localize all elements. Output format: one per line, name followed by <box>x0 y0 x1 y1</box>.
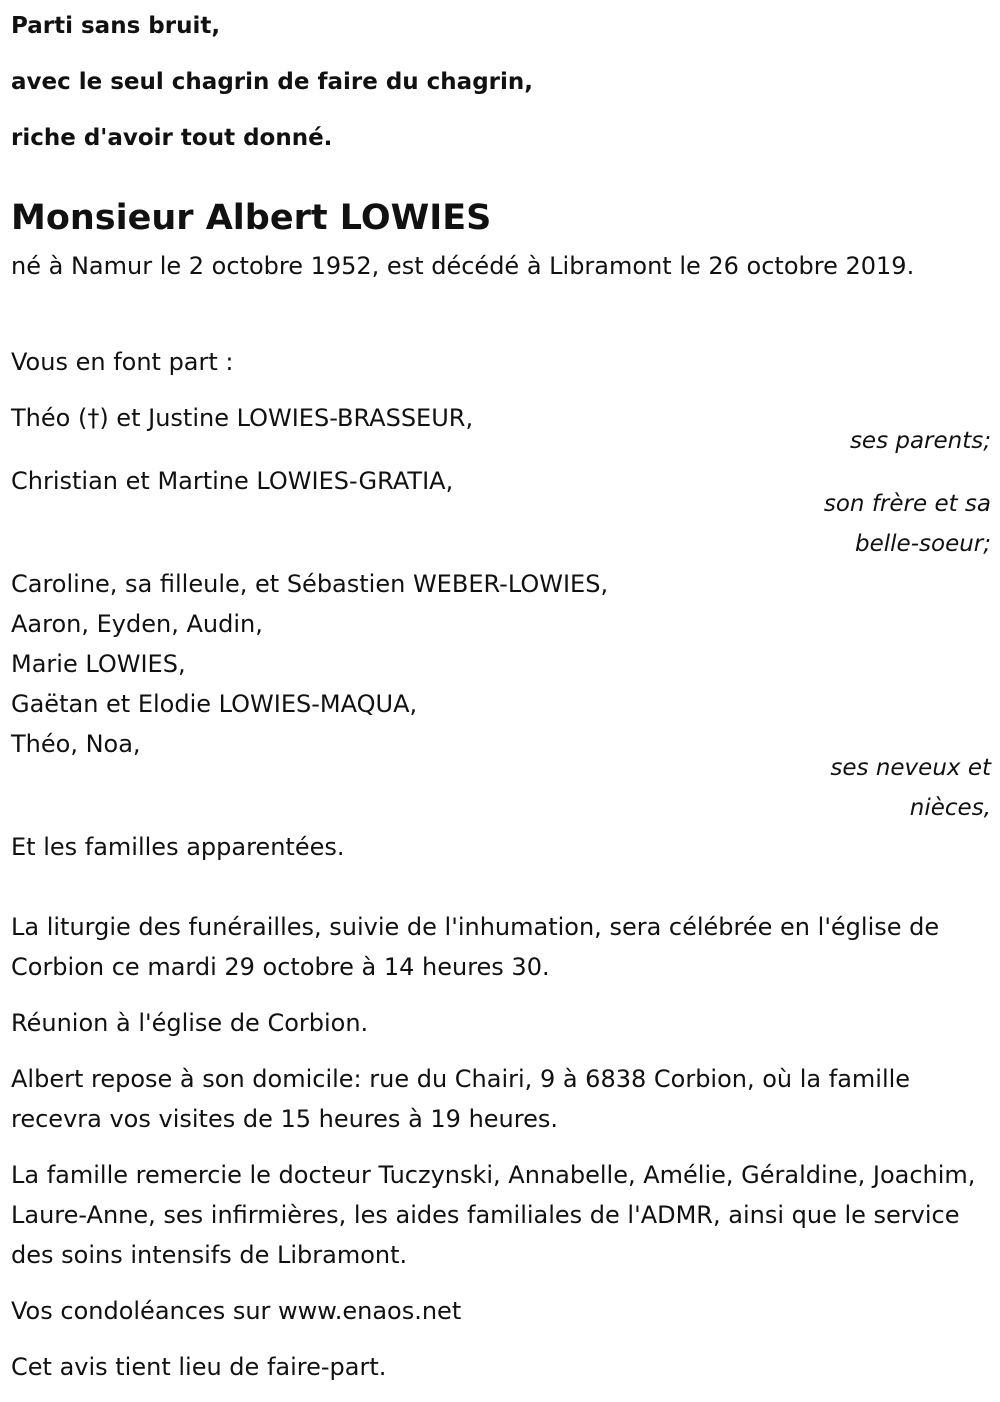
parents-relation: ses parents; <box>849 428 991 454</box>
nephew-line-3: Marie LOWIES, <box>11 650 186 678</box>
nephew-line-5: Théo, Noa, <box>11 730 141 758</box>
poem-line-3: riche d'avoir tout donné. <box>11 125 333 151</box>
nephew-line-1: Caroline, sa filleule, et Sébastien WEBER-LOWIES, <box>11 570 609 598</box>
parents-names: Théo (†) et Justine LOWIES-BRASSEUR, <box>11 404 474 432</box>
extended-family: Et les familles apparentées. <box>11 833 345 861</box>
sibling-relation-line2: belle-soeur; <box>855 531 991 557</box>
repose-info: Albert repose à son domicile: rue du Chairi, 9 à 6838 Corbion, où la famille recevra vos visites de 15 heures à 19 heures. <box>11 1065 911 1133</box>
nephews-relation-line1: ses neveux et <box>830 755 991 781</box>
nephew-line-4: Gaëtan et Elodie LOWIES-MAQUA, <box>11 690 418 718</box>
nephews-relation-line2: nièces, <box>909 795 991 821</box>
deceased-name: Monsieur Albert LOWIES <box>11 198 492 238</box>
condolences-info: Vos condoléances sur www.enaos.net <box>11 1297 462 1325</box>
sibling-relation-line1: son frère et sa <box>823 491 991 517</box>
nephew-line-2: Aaron, Eyden, Audin, <box>11 610 263 638</box>
meeting-info: Réunion à l'église de Corbion. <box>11 1009 369 1037</box>
thanks-info: La famille remercie le docteur Tuczynski, Annabelle, Amélie, Géraldine, Joachim, Laure-Anne, ses infirmières, les aides familiales de l'ADMR, ainsi que le service des soins intensifs de Libramont. <box>11 1161 976 1269</box>
poem-line-2: avec le seul chagrin de faire du chagrin, <box>11 69 534 95</box>
liturgy-info: La liturgie des funérailles, suivie de l'inhumation, sera célébrée en l'église de Corbion ce mardi 29 octobre à 14 heures 30. <box>11 913 940 981</box>
announcement: Vous en font part : <box>11 348 234 376</box>
poem-line-1: Parti sans bruit, <box>11 13 221 39</box>
sibling-names: Christian et Martine LOWIES-GRATIA, <box>11 467 454 495</box>
birth-death-info: né à Namur le 2 octobre 1952, est décédé à Libramont le 26 octobre 2019. <box>11 252 915 280</box>
notice-info: Cet avis tient lieu de faire-part. <box>11 1353 387 1381</box>
